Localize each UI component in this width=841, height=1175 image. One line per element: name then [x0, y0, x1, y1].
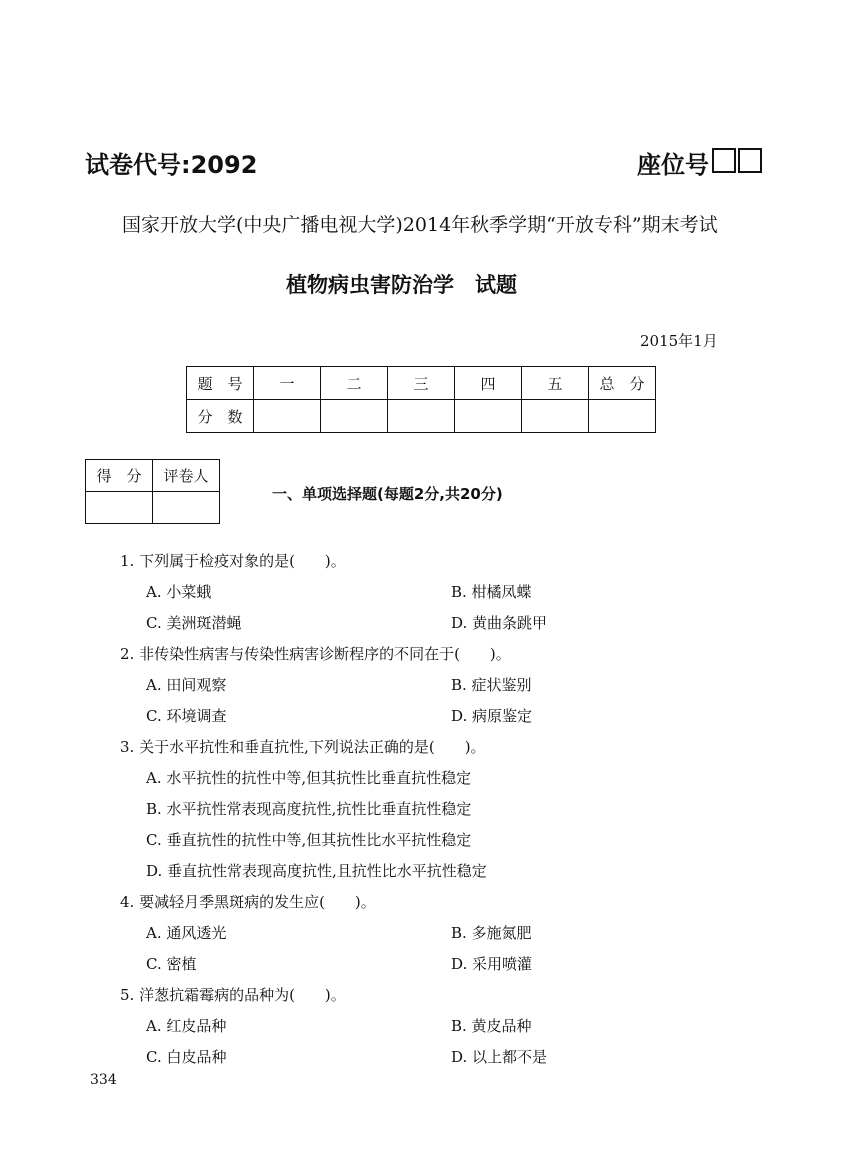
- seat-number-box: [712, 148, 736, 173]
- table-cell: 得 分: [86, 460, 153, 492]
- option-c: C. 环境调查: [146, 707, 227, 725]
- option-c: C. 白皮品种: [146, 1048, 227, 1066]
- option-b: B. 柑橘凤蝶: [451, 583, 532, 601]
- option-b: B. 水平抗性常表现高度抗性,抗性比垂直抗性稳定: [146, 800, 472, 818]
- score-input-cell: [522, 400, 589, 433]
- table-cell: 分 数: [187, 400, 254, 433]
- paper-code: 试卷代号:2092: [85, 151, 258, 179]
- page-number: 334: [90, 1072, 117, 1088]
- exam-date: 2015年1月: [640, 332, 718, 350]
- option-a: A. 田间观察: [146, 676, 227, 694]
- exam-title: 国家开放大学(中央广播电视大学)2014年秋季学期“开放专科”期末考试: [122, 214, 718, 236]
- option-c: C. 垂直抗性的抗性中等,但其抗性比水平抗性稳定: [146, 831, 472, 849]
- question-stem: 1. 下列属于检疫对象的是( )。: [120, 552, 346, 570]
- option-a: A. 红皮品种: [146, 1017, 227, 1035]
- seat-number-box: [738, 148, 762, 173]
- table-row: [86, 460, 220, 492]
- option-a: A. 水平抗性的抗性中等,但其抗性比垂直抗性稳定: [146, 769, 472, 787]
- table-row: [187, 367, 656, 400]
- question-stem: 3. 关于水平抗性和垂直抗性,下列说法正确的是( )。: [120, 738, 486, 756]
- option-d: D. 病原鉴定: [451, 707, 533, 725]
- table-cell: 五: [522, 367, 589, 400]
- grader-input-cell: [153, 492, 220, 524]
- option-d: D. 垂直抗性常表现高度抗性,且抗性比水平抗性稳定: [146, 862, 487, 880]
- question-stem: 2. 非传染性病害与传染性病害诊断程序的不同在于( )。: [120, 645, 511, 663]
- table-cell: 四: [455, 367, 522, 400]
- table-row: [187, 400, 656, 433]
- option-d: D. 以上都不是: [451, 1048, 548, 1066]
- grader-table: [85, 459, 220, 524]
- table-cell: 一: [254, 367, 321, 400]
- option-b: B. 症状鉴别: [451, 676, 532, 694]
- table-cell: 三: [388, 367, 455, 400]
- seat-number-label: 座位号: [637, 151, 709, 179]
- option-d: D. 采用喷灌: [451, 955, 533, 973]
- option-b: B. 多施氮肥: [451, 924, 532, 942]
- option-d: D. 黄曲条跳甲: [451, 614, 548, 632]
- score-input-cell: [254, 400, 321, 433]
- option-a: A. 通风透光: [146, 924, 227, 942]
- option-c: C. 美洲斑潜蝇: [146, 614, 242, 632]
- option-a: A. 小菜蛾: [146, 583, 212, 601]
- score-input-cell: [388, 400, 455, 433]
- section-heading: 一、单项选择题(每题2分,共20分): [272, 485, 503, 503]
- score-input-cell: [321, 400, 388, 433]
- table-cell: 二: [321, 367, 388, 400]
- score-table: [186, 366, 656, 433]
- table-cell: 题 号: [187, 367, 254, 400]
- question-stem: 4. 要减轻月季黑斑病的发生应( )。: [120, 893, 376, 911]
- option-c: C. 密植: [146, 955, 197, 973]
- question-stem: 5. 洋葱抗霜霉病的品种为( )。: [120, 986, 346, 1004]
- table-row: [86, 492, 220, 524]
- subject-title: 植物病虫害防治学 试题: [286, 273, 517, 297]
- table-cell: 总 分: [589, 367, 656, 400]
- score-input-cell: [589, 400, 656, 433]
- score-input-cell: [86, 492, 153, 524]
- score-input-cell: [455, 400, 522, 433]
- option-b: B. 黄皮品种: [451, 1017, 532, 1035]
- table-cell: 评卷人: [153, 460, 220, 492]
